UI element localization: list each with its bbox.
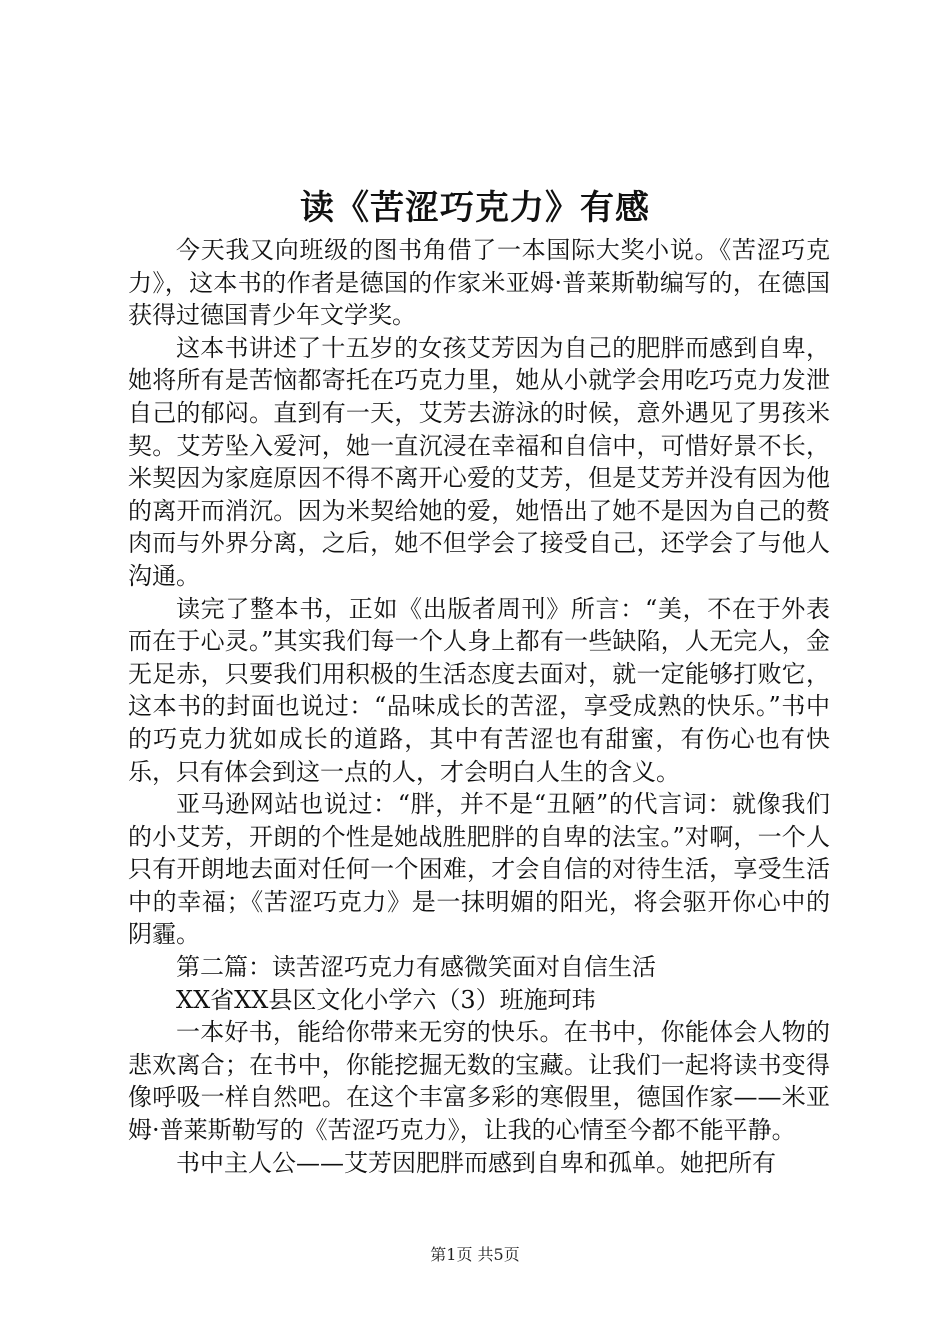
document-body — [128, 234, 830, 1179]
document-title: 读《苦涩巧克力》有感 — [300, 188, 650, 228]
author-line: XX省XX县区文化小学六（3）班施珂玮 — [176, 985, 596, 1014]
paragraph-2: 这本书讲述了十五岁的女孩艾芳因为自己的肥胖而感到自卑，她将所有是苦恼都寄托在巧克力里，她从小就学会用吃巧克力发泄自己的郁闷。直到有一天，艾芳去游泳的时候，意外遇见了男孩米契。艾芳坠入爱河，她一直沉浸在幸福和自信中，可惜好景不长，米契因为家庭原因不得不离开心爱的艾芳，但是艾芳并没有因为他的离开而消沉。因为米契给她的爱，她悟出了她不是因为自己的赘肉而与外界分离，之后，她不但学会了接受自己，还学会了与他人沟通。 — [128, 333, 830, 590]
page-number-footer: 第1页 共5页 — [430, 1245, 520, 1264]
paragraph-4: 亚马逊网站也说过：“胖，并不是“丑陋”的代言词：就像我们的小艾芳，开朗的个性是她战胜肥胖的自卑的法宝。”对啊，一个人只有开朗地去面对任何一个困难，才会自信的对待生活，享受生活中的幸福；《苦涩巧克力》是一抹明媚的阳光，将会驱开你心中的阴霾。 — [128, 790, 830, 949]
paragraph-5: 一本好书，能给你带来无穷的快乐。在书中，你能体会人物的悲欢离合；在书中，你能挖掘无数的宝藏。让我们一起将读书变得像呼吸一样自然吧。在这个丰富多彩的寒假里，德国作家——米亚姆·普莱斯勒写的《苦涩巧克力》，让我的心情至今都不能平静。 — [128, 1018, 830, 1145]
paragraph-1: 今天我又向班级的图书角借了一本国际大奖小说。《苦涩巧克力》，这本书的作者是德国的作家米亚姆·普莱斯勒编写的，在德国获得过德国青少年文学奖。 — [128, 236, 830, 330]
paragraph-3: 读完了整本书，正如《出版者周刊》所言：“美，不在于外表而在于心灵。”其实我们每一个人身上都有一些缺陷，人无完人，金无足赤，只要我们用积极的生活态度去面对，就一定能够打败它，这本书的封面也说过：“品味成长的苦涩，享受成熟的快乐。”书中的巧克力犹如成长的道路，其中有苦涩也有甜蜜，有伤心也有快乐，只有体会到这一点的人，才会明白人生的含义。 — [128, 594, 830, 786]
paragraph-6: 书中主人公——艾芳因肥胖而感到自卑和孤单。她把所有 — [176, 1148, 776, 1177]
section-heading-2: 第二篇：读苦涩巧克力有感微笑面对自信生活 — [176, 953, 656, 982]
